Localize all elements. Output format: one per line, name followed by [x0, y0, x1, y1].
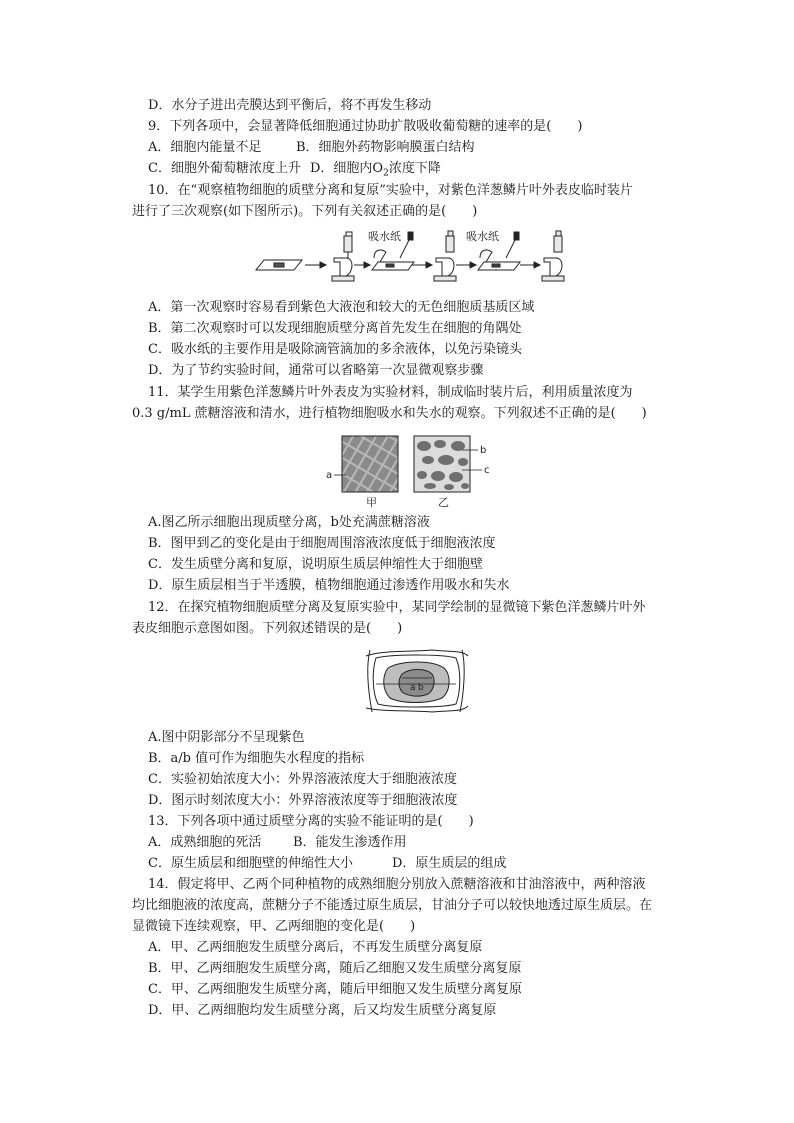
q13-option-a: A．成熟细胞的死活 — [148, 835, 262, 850]
q9-option-d-pre: D．细胞内O — [310, 161, 384, 176]
q11-option-d: D．原生质层相当于半透膜，植物细胞通过渗透作用吸水和失水 — [148, 578, 510, 593]
q9-stem: 9．下列各项中，会显著降低细胞通过协助扩散吸收葡萄糖的速率的是( ) — [148, 119, 583, 134]
q9-option-d-sub: 2 — [383, 168, 389, 179]
q14-option-d: D．甲、乙两细胞均发生质壁分离，后又均发生质壁分离复原 — [148, 1003, 497, 1018]
caption-yi: 乙 — [438, 496, 449, 509]
q10-option-c: C．吸水纸的主要作用是吸除滴管滴加的多余液体，以免污染镜头 — [148, 342, 522, 357]
q13-option-d: D．原生质层的组成 — [392, 856, 507, 871]
q12-stem-line2: 表皮细胞示意图如图。下列叙述错误的是( ) — [132, 621, 403, 636]
q11-option-b: B．图甲到乙的变化是由于细胞周围溶液浓度低于细胞液浓度 — [148, 536, 496, 551]
q11-stem-line1: 11．某学生用紫色洋葱鳞片叶外表皮为实验材料，制成临时装片后，利用质量浓度为 — [148, 385, 633, 400]
q13-option-c: C．原生质层和细胞壁的伸缩性大小 — [148, 856, 353, 871]
label-c: c — [484, 465, 490, 476]
label-a: a — [326, 470, 333, 481]
q14-option-a: A．甲、乙两细胞发生质壁分离后，不再发生质壁分离复原 — [148, 940, 483, 955]
q13-stem: 13．下列各项中通过质壁分离的实验不能证明的是( ) — [148, 814, 474, 829]
q9-option-c: C．细胞外葡萄糖浓度上升 — [148, 161, 301, 176]
q12-stem-line1: 12．在探究植物细胞质壁分离及复原实验中，某同学绘制的显微镜下紫色洋葱鳞片叶外 — [148, 600, 646, 615]
q13-option-b: B．能发生渗透作用 — [293, 835, 407, 850]
q12-cell-diagram — [362, 646, 472, 716]
vacuole — [399, 670, 434, 697]
q10-experiment-figure — [250, 228, 570, 284]
q14-stem-line1: 14．假定将甲、乙两个同种植物的成熟细胞分别放入蔗糖溶液和甘油溶液中，两种溶液 — [148, 877, 646, 892]
q9-option-d — [310, 160, 441, 183]
q10-option-a: A．第一次观察时容易看到紫色大液泡和较大的无色细胞质基质区域 — [148, 300, 535, 315]
q12-option-a: A.图中阴影部分不呈现紫色 — [148, 730, 305, 745]
microscope-icon — [542, 231, 564, 281]
q10-stem-line1: 10．在“观察植物细胞的质壁分离和复原”实验中，对紫色洋葱鳞片叶外表皮临时装片 — [148, 183, 633, 198]
label-b: b — [418, 683, 424, 693]
microscope-icon — [332, 232, 354, 281]
q9-option-b: B．细胞外药物影响膜蛋白结构 — [296, 140, 475, 155]
q9-option-a: A．细胞内能量不足 — [148, 140, 262, 155]
label-absorbent-paper-2: 吸水纸 — [466, 230, 499, 243]
q10-option-d: D．为了节约实验时间，通常可以省略第一次显微观察步骤 — [148, 363, 484, 378]
label-a: a — [410, 683, 416, 693]
slide-icon — [256, 260, 302, 270]
q12-option-d: D．图示时刻浓度大小：外界溶液浓度等于细胞液浓度 — [148, 793, 458, 808]
q14-stem-line3: 显微镜下连续观察，甲、乙两细胞的变化是( ) — [132, 919, 416, 934]
q9-option-d-post: 浓度下降 — [388, 161, 441, 176]
q14-option-b: B．甲、乙两细胞发生质壁分离，随后乙细胞又发生质壁分离复原 — [148, 961, 522, 976]
q14-stem-line2: 均比细胞液的浓度高，蔗糖分子不能透过原生质层，甘油分子可以较快地透过原生质层。在 — [132, 898, 653, 913]
q11-option-c: C．发生质壁分离和复原，说明原生质层伸缩性大于细胞壁 — [148, 557, 483, 572]
q8-option-d: D．水分子进出壳膜达到平衡后，将不再发生移动 — [148, 98, 432, 113]
q14-option-c: C．甲、乙两细胞发生质壁分离，随后甲细胞又发生质壁分离复原 — [148, 982, 522, 997]
q10-option-b: B．第二次观察时可以发现细胞质壁分离首先发生在细胞的角隅处 — [148, 321, 522, 336]
caption-jia: 甲 — [366, 496, 377, 509]
q11-option-a: A.图乙所示细胞出现质壁分离，b处充满蔗糖溶液 — [148, 515, 430, 530]
q11-cell-figure — [322, 430, 498, 510]
q12-option-c: C．实验初始浓度大小：外界溶液浓度大于细胞液浓度 — [148, 772, 457, 787]
figure-jia-panel — [342, 436, 398, 492]
label-absorbent-paper-1: 吸水纸 — [368, 230, 401, 243]
q11-stem-line2: 0.3 g/mL 蔗糖溶液和清水，进行植物细胞吸水和失水的观察。下列叙述不正确的是( ) — [132, 406, 647, 421]
q10-stem-line2: 进行了三次观察(如下图所示)。下列有关叙述正确的是( ) — [132, 204, 478, 219]
microscope-icon — [434, 231, 456, 281]
q12-option-b: B．a/b 值可作为细胞失水程度的指标 — [148, 751, 365, 766]
label-b: b — [480, 445, 487, 456]
